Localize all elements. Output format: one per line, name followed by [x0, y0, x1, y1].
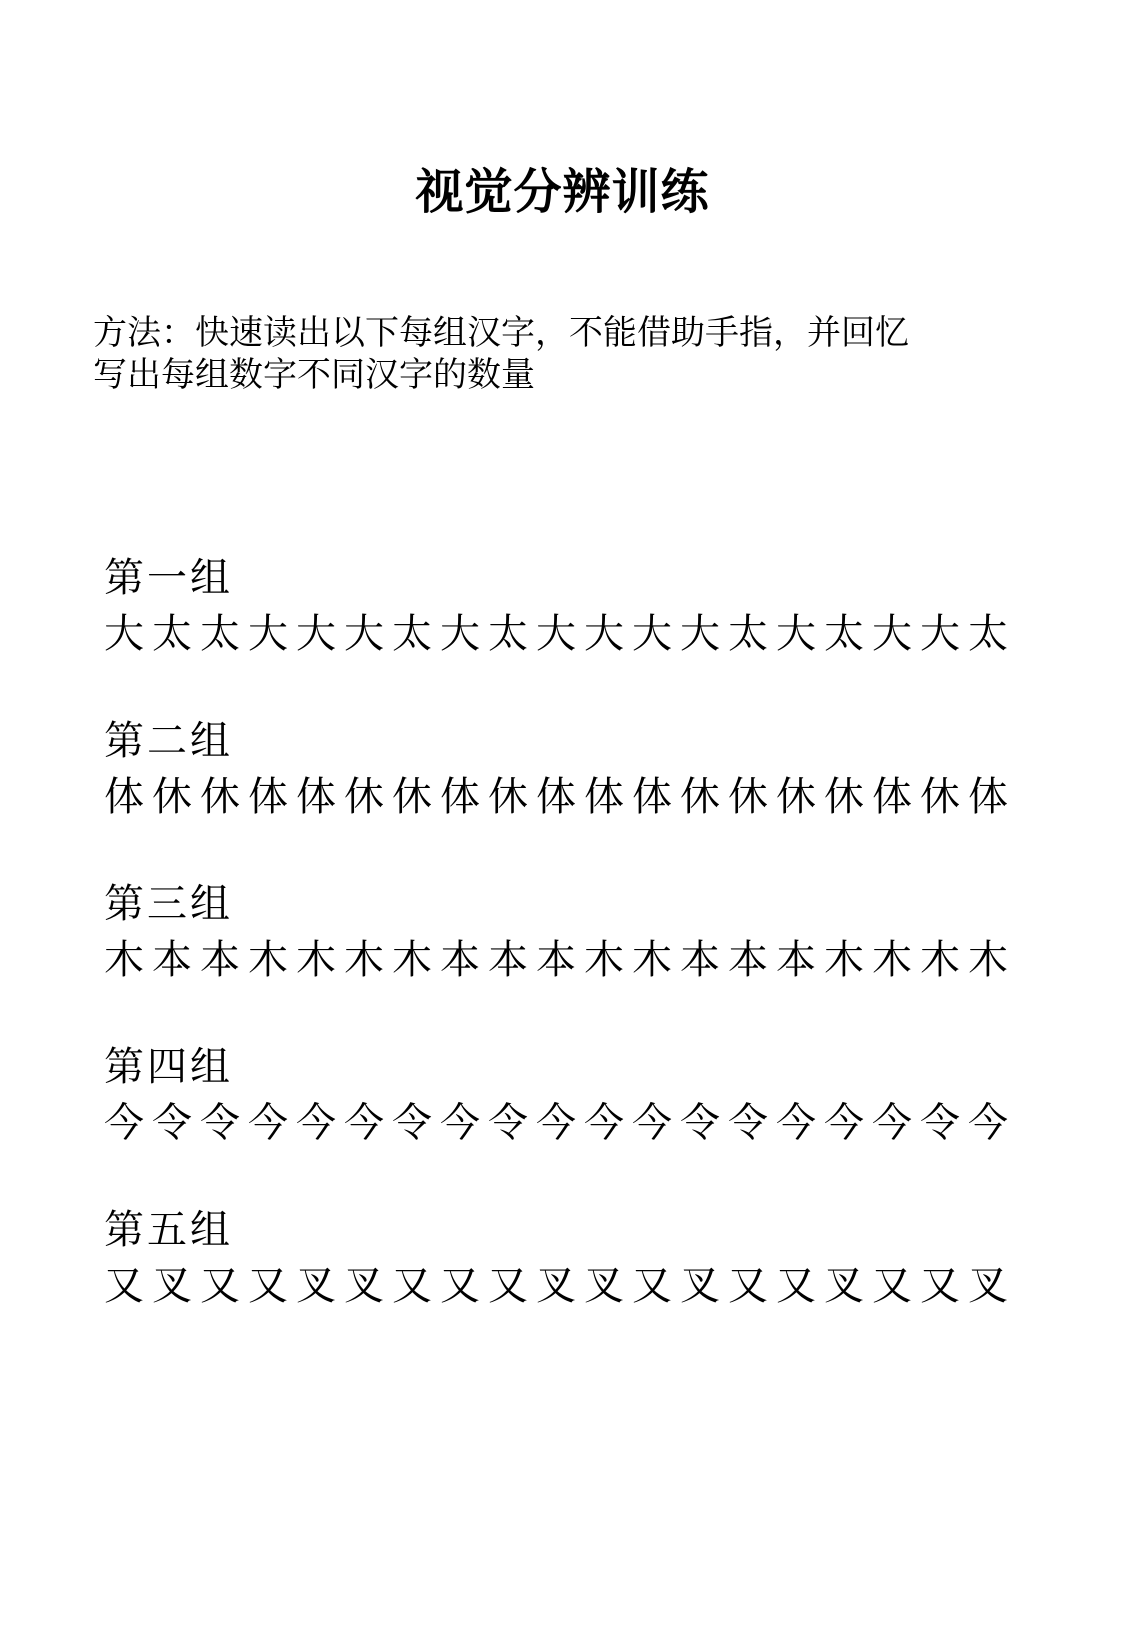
group-characters: 今令令今今今令今令今今今令令今今今令今 [104, 1100, 1016, 1146]
group-label: 第五组 [104, 1207, 233, 1253]
group-label: 第四组 [104, 1044, 233, 1090]
group-characters: 大太太大大大太大太大大大大太大太大大太 [104, 611, 1016, 657]
group-characters: 又叉又又叉叉又又又叉叉又叉又又叉又又叉 [104, 1263, 1016, 1309]
group-4 [104, 1041, 1024, 1149]
group-5 [104, 1204, 1024, 1312]
group-2 [104, 715, 1024, 823]
group-3 [104, 878, 1024, 986]
group-characters: 体休休体体休休体休体体体休休休休体休体 [104, 774, 1016, 820]
group-1 [104, 552, 1024, 660]
group-label: 第三组 [104, 881, 233, 927]
instructions [93, 312, 1013, 396]
group-characters: 木本本木木木木本本本木木本本本木木木木 [104, 937, 1016, 983]
instructions-line-2: 写出每组数字不同汉字的数量 [93, 355, 535, 395]
instructions-line-1: 方法：快速读出以下每组汉字，不能借助手指，并回忆 [93, 313, 909, 353]
group-label: 第二组 [104, 718, 233, 764]
group-label: 第一组 [104, 555, 233, 601]
page-title: 视觉分辨训练 [415, 164, 710, 220]
